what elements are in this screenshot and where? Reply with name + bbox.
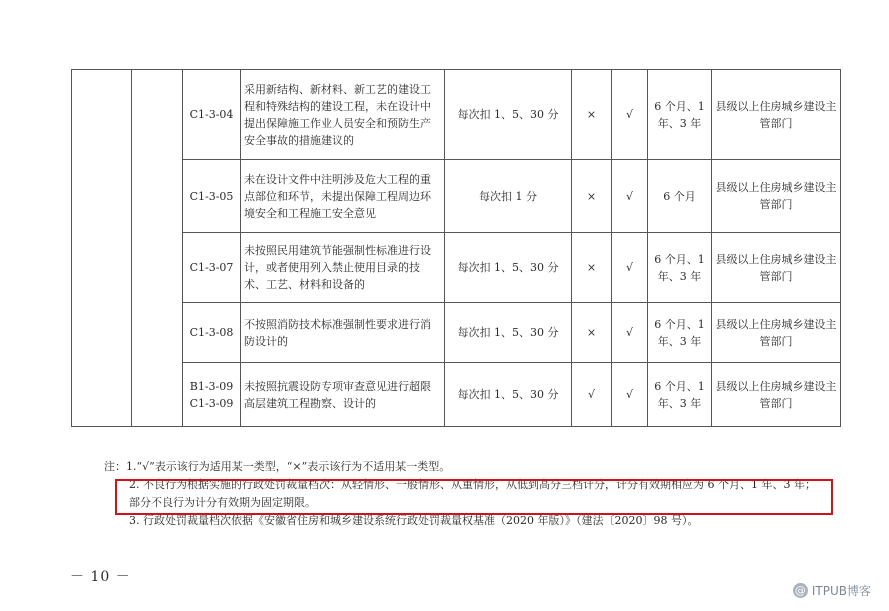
- penalty-table: [71, 69, 841, 427]
- type-a-cell: √: [572, 363, 612, 427]
- type-b-cell: √: [612, 363, 648, 427]
- type-b-cell: √: [612, 70, 648, 160]
- code-cell: C1-3-07: [183, 233, 241, 303]
- validity-cell: 6 个月、1 年、3 年: [648, 303, 712, 363]
- code-cell: C1-3-05: [183, 160, 241, 233]
- authority-cell: 县级以上住房城乡建设主管部门: [712, 233, 841, 303]
- description-cell: 未在设计文件中注明涉及危大工程的重点部位和环节，未提出保障工程周边环境安全和工程施工安全意见: [241, 160, 445, 233]
- code-secondary: C1-3-09: [189, 396, 234, 410]
- deduction-cell: 每次扣 1、5、30 分: [445, 70, 572, 160]
- table-row: [72, 363, 841, 427]
- merged-category-cell: [72, 70, 132, 427]
- validity-cell: 6 个月、1 年、3 年: [648, 70, 712, 160]
- type-a-cell: ×: [572, 70, 612, 160]
- page-number: － 10 －: [70, 569, 131, 585]
- table-row: [72, 303, 841, 363]
- description-cell: 未按照民用建筑节能强制性标准进行设计，或者使用列入禁止使用目录的技术、工艺、材料和设备的: [241, 233, 445, 303]
- authority-cell: 县级以上住房城乡建设主管部门: [712, 363, 841, 427]
- watermark-text: ITPUB博客: [811, 584, 871, 598]
- description-cell: 不按照消防技术标准强制性要求进行消防设计的: [241, 303, 445, 363]
- table-row: [72, 70, 841, 160]
- note-3: 3. 行政处罚裁量档次依据《安徽省住房和城乡建设系统行政处罚裁量权基准（2020 年版）》（建法〔2020〕98 号）。: [129, 514, 699, 527]
- table-row: [72, 233, 841, 303]
- validity-cell: 6 个月、1 年、3 年: [648, 233, 712, 303]
- code-cell: C1-3-08: [183, 303, 241, 363]
- code-cell: [183, 363, 241, 427]
- table-row: [72, 160, 841, 233]
- type-b-cell: √: [612, 303, 648, 363]
- note-1: 注：1.“√”表示该行为适用某一类型，“×”表示该行为不适用某一类型。: [104, 460, 451, 473]
- note-2-continued: 部分不良行为计分有效期为固定期限。: [129, 496, 316, 509]
- deduction-cell: 每次扣 1、5、30 分: [445, 303, 572, 363]
- validity-cell: 6 个月、1 年、3 年: [648, 363, 712, 427]
- type-b-cell: √: [612, 160, 648, 233]
- code-primary: B1-3-09: [189, 379, 234, 393]
- red-highlight-box: [115, 479, 833, 515]
- type-b-cell: √: [612, 233, 648, 303]
- description-cell: 未按照抗震设防专项审查意见进行超限高层建筑工程勘察、设计的: [241, 363, 445, 427]
- type-a-cell: ×: [572, 303, 612, 363]
- deduction-cell: 每次扣 1、5、30 分: [445, 233, 572, 303]
- watermark: [793, 582, 871, 599]
- authority-cell: 县级以上住房城乡建设主管部门: [712, 70, 841, 160]
- type-a-cell: ×: [572, 233, 612, 303]
- code-cell: C1-3-04: [183, 70, 241, 160]
- authority-cell: 县级以上住房城乡建设主管部门: [712, 303, 841, 363]
- validity-cell: 6 个月: [648, 160, 712, 233]
- deduction-cell: 每次扣 1 分: [445, 160, 572, 233]
- description-cell: 采用新结构、新材料、新工艺的建设工程和特殊结构的建设工程，未在设计中提出保障施工作业人员安全和预防生产安全事故的措施建议的: [241, 70, 445, 160]
- type-a-cell: ×: [572, 160, 612, 233]
- authority-cell: 县级以上住房城乡建设主管部门: [712, 160, 841, 233]
- note-2: 2. 不良行为根据实施的行政处罚裁量档次：从轻情形、一般情形、从重情形，从低到高分三档计分，计分有效期相应为 6 个月、1 年、3 年；: [129, 478, 816, 491]
- deduction-cell: 每次扣 1、5、30 分: [445, 363, 572, 427]
- merged-subcategory-cell: [132, 70, 183, 427]
- at-icon: @: [794, 584, 806, 597]
